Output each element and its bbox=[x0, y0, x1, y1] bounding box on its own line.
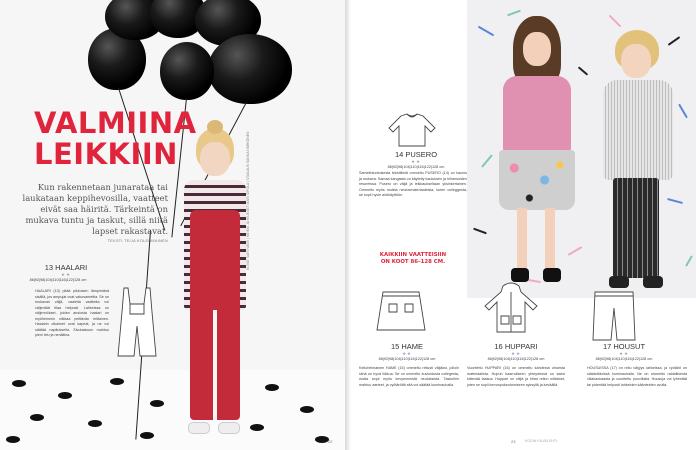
face bbox=[200, 142, 230, 176]
striped-housut bbox=[613, 178, 659, 278]
floor-dot bbox=[30, 414, 44, 421]
item-description: Kellohelmainen HAME (15) ommeltu reilusti väljäksi, jolloin siinä on hyvä liikkua. Se on ommeltu kuvioidusta collegesta, mutta sopii myös kevyemmistä neuloksista. Taskuihin mahtuu aarteet, ja vyötäröltä sitä voi säätää kuminauhalla. bbox=[359, 366, 459, 387]
page-number: 22 bbox=[328, 439, 333, 444]
size-promo: KAIKKIIN VAATTEISIIN ON KOOT 86–128 CM. bbox=[379, 252, 447, 265]
girl-in-pink-top bbox=[493, 10, 581, 295]
shoe bbox=[218, 422, 240, 434]
leg bbox=[517, 208, 527, 270]
item-number: 17 HOUSUT bbox=[602, 342, 646, 351]
confetti bbox=[481, 154, 493, 168]
shoe bbox=[643, 276, 663, 288]
size-range: 86|92|98|104|110|116|122|128 cm bbox=[487, 357, 545, 361]
item-housut-label bbox=[579, 342, 669, 361]
item-pusero-label bbox=[371, 150, 461, 169]
difficulty-stars: ★★ bbox=[401, 351, 413, 356]
right-page bbox=[351, 0, 696, 450]
title-line-2: LEIKKIIN bbox=[34, 137, 178, 171]
floor-dot bbox=[315, 436, 329, 443]
leg-gap bbox=[213, 310, 217, 420]
floor-dot bbox=[6, 436, 20, 443]
trousers-drawing bbox=[591, 290, 637, 342]
difficulty-stars: ★★ bbox=[60, 272, 72, 277]
item-hame-label bbox=[361, 342, 453, 361]
floor-dot bbox=[58, 392, 72, 399]
shoe bbox=[511, 268, 529, 282]
confetti bbox=[473, 228, 487, 235]
magazine-footer: KODIN KUVALEHTI bbox=[525, 439, 558, 443]
floor-dot bbox=[140, 432, 154, 439]
shoe bbox=[543, 268, 561, 282]
title-line-1: VALMIINA bbox=[34, 106, 197, 140]
difficulty-stars: ★★ bbox=[510, 351, 522, 356]
floor-dot bbox=[265, 384, 279, 391]
confetti bbox=[685, 255, 693, 266]
grey-huppari bbox=[603, 80, 673, 180]
face bbox=[523, 32, 551, 66]
floor-dot bbox=[12, 380, 26, 387]
pink-pusero bbox=[503, 76, 571, 154]
size-range: 86|92|98|104|110|116|122|128 cm bbox=[387, 165, 445, 169]
sweater-drawing bbox=[387, 112, 437, 148]
page-number: 23 bbox=[511, 439, 516, 444]
skirt-drawing bbox=[373, 290, 429, 334]
shoe bbox=[188, 422, 210, 434]
item-number: 16 HUPPARI bbox=[494, 342, 538, 351]
page-title bbox=[34, 108, 197, 170]
overalls-drawing bbox=[114, 286, 160, 358]
item-description: HOUSUISSA (17) on reilu väljyys lahkeissa, ja vyötärö on säädettävissä kuminauhalla. Ne on ommeltu raidallisesta villakankaasta ja vuoritettu puuvillalla. Housuja voi lyhentää tai pidentää helposti lahkeiden käänteiden avulla. bbox=[587, 366, 687, 387]
floor-dot bbox=[110, 378, 124, 385]
size-range: 86|92|98|104|110|116|122|128 cm bbox=[29, 278, 87, 282]
confetti bbox=[609, 15, 622, 28]
item-description: Vuoritettu HUPPARI (16) on ommeltu kahdesta ohuesta materiaalista. Hupun kaarrokkeen yhteydessä on kaksi kätevää taskua. Huppari on väljä ja hihat reilun mittaiset, joten se sopii kerrospukeutumiseen syksyllä ja keväällä. bbox=[467, 366, 565, 387]
difficulty-stars: ★★ bbox=[618, 351, 630, 356]
item-haalari-label bbox=[29, 263, 96, 282]
item-number: 14 PUSERO bbox=[394, 150, 438, 159]
floor-dot bbox=[150, 400, 164, 407]
hoodie-drawing bbox=[481, 282, 541, 334]
lead-paragraph: Kun rakennetaan junarataa tai laukataan keppihevosilla, vaatteet eivät saa häiritä. Tärkeintä on mukava tuntu ja taskut, sillä niitä lapset rakastavat. bbox=[22, 182, 168, 236]
black-balloon bbox=[208, 34, 292, 104]
size-range: 86|92|98|104|110|116|122|128 cm bbox=[595, 357, 653, 361]
boy-in-grey-hoodie bbox=[593, 30, 683, 295]
item-number: 13 HAALARI bbox=[44, 263, 88, 272]
size-range: 86|92|98|104|110|116|122|128 cm bbox=[378, 357, 436, 361]
item-description: Sametintuntuisesta tekstiilistä ommeltu PUSERO (14) on kaunis ja mukava. Samaa kangasta on käytetty kauluksen ja hihansuiden resoreissa. Pusero on väljä ja leikkaukseltaan yksinkertainen. Ommeltu myös muista neulosmateriaaleista, kuten colleggesta, se sopii hyvin arkikäyttöön. bbox=[359, 171, 467, 197]
text-credit: TEKSTI TEIJA KOLEHMAINEN bbox=[107, 239, 168, 243]
children-photo bbox=[467, 0, 696, 298]
confetti bbox=[478, 26, 495, 37]
face bbox=[621, 44, 651, 78]
black-balloon bbox=[160, 42, 214, 100]
item-huppari-label bbox=[469, 342, 563, 361]
hair-bun bbox=[207, 120, 223, 134]
leg bbox=[545, 208, 555, 270]
left-page bbox=[0, 0, 345, 450]
photo-credits: KUVAT SARI NIEMI | MEIKKI JA HIUKSET MARI SIPOLA | STAILAUS SANNA HÄRKÖNEN bbox=[246, 131, 250, 270]
shoe bbox=[609, 276, 629, 288]
floor-dot bbox=[88, 420, 102, 427]
patterned-skirt bbox=[499, 150, 575, 210]
item-description: HAALARI (13) pitää pikkuisen lämpimänä sisällä, jos ampujat ovat vakosamettia. Se on mukavan väljä, vaaleita vaatteita voi väljentää tilaa helposti. Lahkeissa on väljennökset, joiden ansiosta haalari on myöhemmin nilkkaa peittävän mittainen. Haalarin olkaimet ovat kapeat, ja ne voi säätää napituksella. Sivutaskuun mahtuu pieni lelu ja nenäliina. bbox=[35, 289, 109, 337]
floor-dot bbox=[300, 406, 314, 413]
difficulty-stars: ★★ bbox=[410, 159, 422, 164]
item-number: 15 HAME bbox=[390, 342, 424, 351]
